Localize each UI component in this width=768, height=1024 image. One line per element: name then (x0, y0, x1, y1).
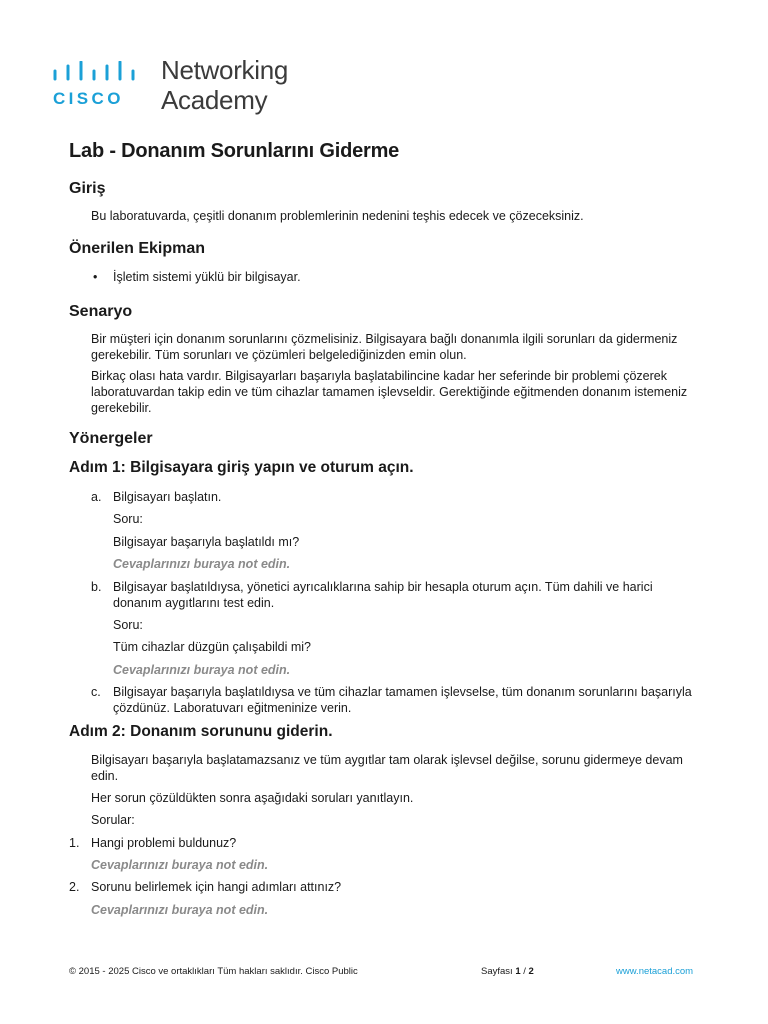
equipment-list-item (93, 269, 733, 285)
intro-text: Bu laboratuvarda, çeşitli donanım problemlerinin nedenini teşhis edecek ve çözeceksiniz. (91, 209, 584, 223)
bullet: • (93, 270, 98, 284)
step1-heading: Adım 1: Bilgisayara giriş yapın ve oturum açın. (69, 459, 414, 476)
cisco-wordmark: CISCO (53, 89, 124, 108)
page-title: Lab - Donanım Sorunlarını Giderme (69, 140, 400, 162)
question-number: 2. (69, 880, 80, 894)
page-separator: / (523, 966, 526, 977)
footer-website-link[interactable]: www.netacad.com (616, 966, 694, 977)
page-total: 2 (528, 966, 534, 977)
item-text-line1: Bilgisayar başlatıldıysa, yönetici ayrıcalıklarına sahip bir hesapla oturum açın. Tüm dahili ve harici (113, 580, 653, 594)
step2-answer-1: Cevaplarınızı buraya not edin. (91, 858, 269, 872)
step2-questions-label: Sorular: (91, 813, 135, 827)
equipment-heading: Önerilen Ekipman (69, 240, 206, 257)
item-text-line2: çözdünüz. Laboratuvarı eğitmeninize verin. (113, 701, 352, 715)
scenario-p2-line3: gerekebilir. (91, 401, 152, 415)
step2-question-1 (69, 835, 729, 851)
equipment-item-text: İşletim sistemi yüklü bir bilgisayar. (113, 270, 301, 284)
step2-p1-line2: edin. (91, 769, 119, 783)
question-number: 1. (69, 836, 80, 850)
scenario-p2-line1: Birkaç olası hata vardır. Bilgisayarları başarıyla başlatabilincine kadar her seferinde bir problemi çözerek (91, 369, 667, 383)
footer-page-number (481, 966, 534, 977)
item-text-line1: Bilgisayar başarıyla başlatıldıysa ve tüm cihazlar tamamen işlevselse, tüm donanım sorunlarını başarıyla (113, 685, 692, 699)
step1-a-question-label: Soru: (113, 512, 143, 526)
cisco-bars-icon (52, 61, 144, 85)
scenario-p2-line2: laboratuvardan takip edin ve tüm cihazlar tamamen işlevseldir. Gerektiğinde eğitmenden donanım istemeniz (91, 385, 688, 399)
instructions-heading: Yönergeler (69, 430, 153, 447)
intro-heading: Giriş (69, 180, 106, 197)
networking-wordmark: Networking (161, 55, 289, 85)
networking-academy-logo (52, 56, 312, 116)
item-label: c. (91, 685, 101, 699)
step2-p1-line1: Bilgisayarı başarıyla başlatamazsanız ve tüm aygıtlar tam olarak işlevsel değilse, sorunu gidermeye devam (91, 753, 683, 767)
item-label: a. (91, 490, 102, 504)
question-text: Hangi problemi buldunuz? (91, 836, 237, 850)
scenario-p1-line2: gerekebilir. Tüm sorunları ve çözümleri belgelediğinizden emin olun. (91, 348, 467, 362)
item-text: Bilgisayarı başlatın. (113, 490, 222, 504)
step1-b-answer: Cevaplarınızı buraya not edin. (113, 663, 291, 677)
step2-question-2 (69, 879, 729, 895)
step2-heading: Adım 2: Donanım sorununu giderin. (69, 723, 333, 740)
footer-copyright: © 2015 - 2025 Cisco ve ortaklıkları Tüm hakları saklıdır. Cisco Public (69, 966, 358, 977)
step2-answer-2: Cevaplarınızı buraya not edin. (91, 903, 269, 917)
academy-wordmark: Academy (161, 85, 268, 115)
step2-p2: Her sorun çözüldükten sonra aşağıdaki soruları yanıtlayın. (91, 791, 414, 805)
item-text-line2: donanım aygıtlarını test edin. (113, 596, 275, 610)
scenario-heading: Senaryo (69, 303, 133, 320)
question-text: Sorunu belirlemek için hangi adımları attınız? (91, 880, 342, 894)
step1-item-c (91, 684, 731, 716)
page-prefix: Sayfası (481, 966, 513, 977)
scenario-p1-line1: Bir müşteri için donanım sorunlarını çözmelisiniz. Bilgisayara bağlı donanımla ilgili sorunları da gidermeniz (91, 332, 678, 346)
step1-b-question: Tüm cihazlar düzgün çalışabildi mi? (113, 640, 312, 654)
page-current: 1 (515, 966, 521, 977)
step1-a-answer: Cevaplarınızı buraya not edin. (113, 557, 291, 571)
step1-item-b (91, 579, 731, 611)
step1-item-a (91, 489, 731, 505)
step1-a-question: Bilgisayar başarıyla başlatıldı mı? (113, 535, 300, 549)
item-label: b. (91, 580, 102, 594)
step1-b-question-label: Soru: (113, 618, 143, 632)
